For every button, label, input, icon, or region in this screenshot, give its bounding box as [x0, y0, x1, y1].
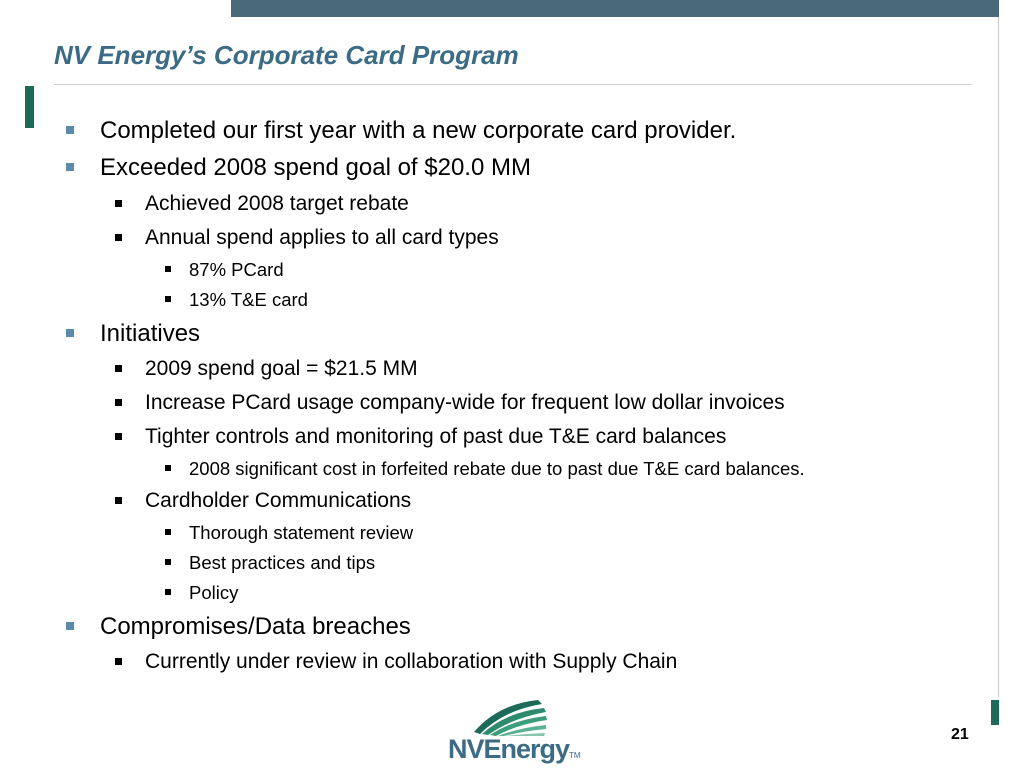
bullet-item: Thorough statement review [189, 522, 414, 543]
bullet-item: Increase PCard usage company-wide for frequent low dollar invoices [145, 391, 785, 414]
bullet-item: 2009 spend goal = $21.5 MM [145, 357, 418, 380]
bullet-item: Achieved 2008 target rebate [145, 192, 409, 215]
bullet-item: 2008 significant cost in forfeited rebate due to past due T&E card balances. [189, 458, 805, 479]
bullet-item: Cardholder Communications [145, 489, 412, 512]
right-accent-bar [991, 700, 999, 725]
top-header-bar [231, 0, 999, 17]
slide-title: NV Energy’s Corporate Card Program [54, 40, 519, 70]
bullet-item: Currently under review in collaboration with Supply Chain [145, 650, 678, 673]
title-underline [54, 84, 972, 85]
bullet-item: Initiatives [100, 320, 201, 347]
bullet-item: Annual spend applies to all card types [145, 226, 499, 249]
bullet-item: 13% T&E card [189, 289, 308, 310]
bullet-item: Best practices and tips [189, 552, 376, 573]
right-border-rule [998, 17, 999, 697]
bullet-item: 87% PCard [189, 259, 284, 280]
bullet-item: Tighter controls and monitoring of past due T&E card balances [145, 425, 727, 448]
bullet-item: Exceeded 2008 spend goal of $20.0 MM [100, 154, 531, 181]
nv-energy-logo-text: NVEnergyTM [448, 734, 581, 764]
page-number: 21 [951, 726, 969, 743]
left-accent-bar [25, 86, 34, 128]
bullet-item: Completed our first year with a new corporate card provider. [100, 117, 737, 144]
bullet-item: Policy [189, 582, 239, 603]
bullet-item: Compromises/Data breaches [100, 613, 411, 640]
